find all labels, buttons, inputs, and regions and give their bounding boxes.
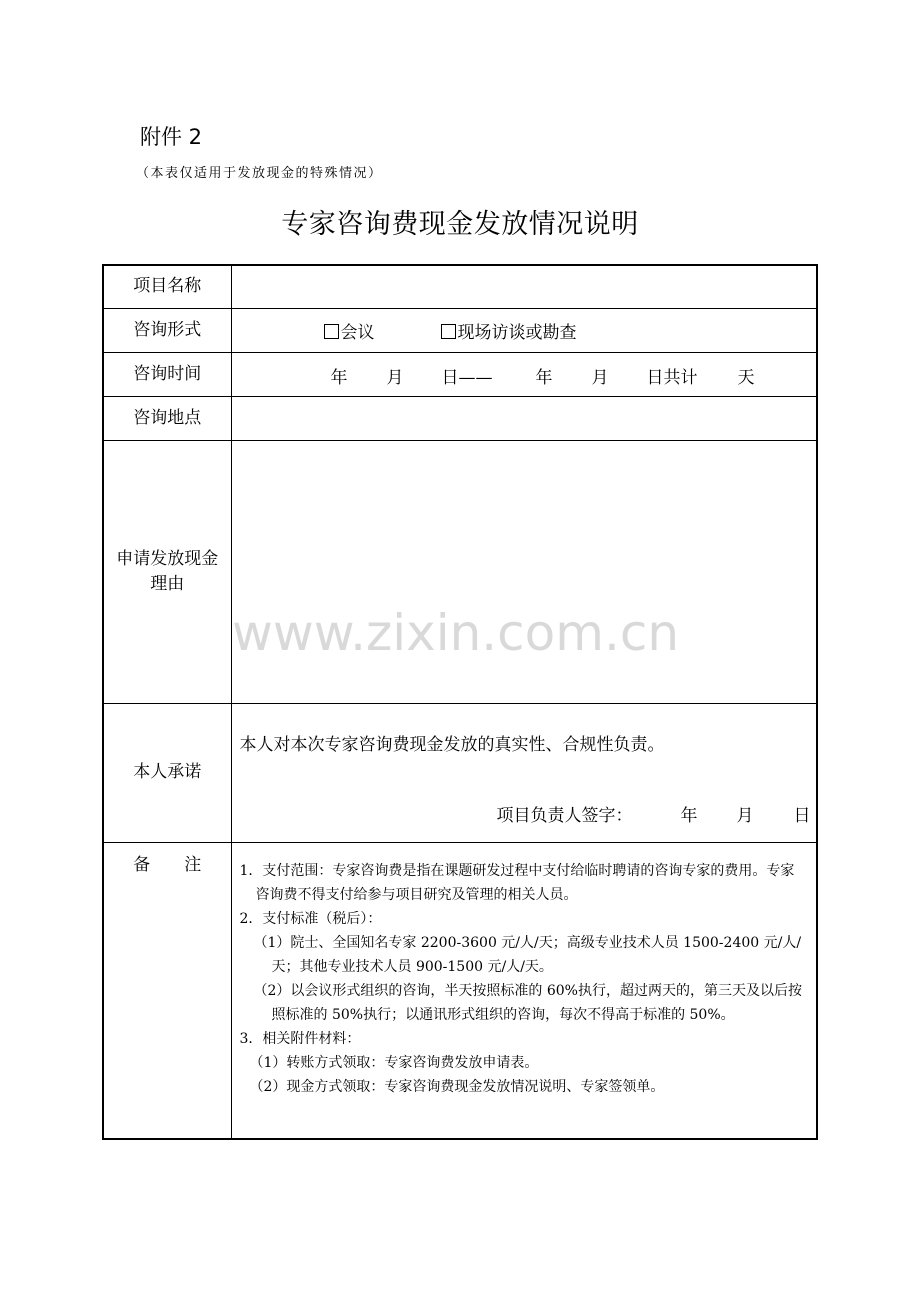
document-title: 专家咨询费现金发放情况说明: [281, 209, 639, 240]
option-site-visit-label: 现场访谈或勘查: [457, 322, 577, 343]
row-consult-time: [103, 352, 817, 396]
reason-field[interactable]: [231, 440, 817, 703]
consult-place-label: 咨询地点: [103, 396, 231, 440]
consult-place-field[interactable]: [231, 396, 817, 440]
pledge-label: 本人承诺: [103, 703, 231, 842]
date-end-month: 月: [591, 368, 609, 388]
consult-time-label: 咨询时间: [103, 352, 231, 396]
row-consult-form: [103, 308, 817, 352]
row-remarks: [103, 842, 817, 1139]
applicability-note: （本表仅适用于发放现金的特殊情况）: [136, 166, 383, 181]
checkbox-meeting[interactable]: [324, 324, 339, 339]
row-pledge: [103, 703, 817, 842]
option-meeting[interactable]: [324, 318, 375, 343]
remark-item: 1．支付范围：专家咨询费是指在课题研发过程中支付给临时聘请的咨询专家的费用。专家咨询费不得支付给参与项目研究及管理的相关人员。: [239, 862, 795, 903]
remark-item: 2．支付标准（税后）：: [239, 910, 382, 927]
checkbox-site-visit[interactable]: [441, 324, 456, 339]
option-site-visit[interactable]: [441, 318, 577, 343]
date-end-year: 年: [535, 368, 553, 388]
remark-item: （1）院士、全国知名专家 2200-3600 元/人/天；高级专业技术人员 1500-2400 元/人/天；其他专业技术人员 900-1500 元/人/天。: [253, 934, 802, 975]
row-project-name: [103, 265, 817, 308]
sign-month: 月: [736, 805, 754, 826]
reason-label: 申请发放现金理由: [103, 440, 231, 703]
remark-item: （1）转账方式领取：专家咨询费发放申请表。: [249, 1054, 539, 1071]
consult-form-options: [231, 308, 817, 352]
pledge-cell: [231, 703, 817, 842]
consult-time-field[interactable]: [231, 352, 817, 396]
sign-day: 日: [793, 805, 811, 826]
remark-item: 3．相关附件材料：: [239, 1030, 361, 1047]
option-meeting-label: 会议: [340, 322, 375, 343]
project-name-field[interactable]: [231, 265, 817, 308]
date-days-unit: 天: [737, 368, 755, 388]
row-reason: [103, 440, 817, 703]
pledge-text: 本人对本次专家咨询费现金发放的真实性、合规性负责。: [239, 734, 665, 755]
date-start-month: 月: [386, 368, 404, 388]
date-start-day: 日——: [441, 368, 493, 388]
date-end-day-total: 日共计: [646, 368, 698, 388]
signature-label: 项目负责人签字：: [496, 805, 633, 826]
remark-item: （2）以会议形式组织的咨询，半天按照标准的 60%执行，超过两天的，第三天及以后按照标准的 50%执行；以通讯形式组织的咨询，每次不得高于标准的 50%。: [253, 982, 802, 1023]
project-name-label: 项目名称: [103, 265, 231, 308]
cash-payment-form: [102, 264, 818, 1140]
remarks-label: 备 注: [103, 842, 231, 1139]
sign-year: 年: [680, 805, 698, 826]
remark-item: （2）现金方式领取：专家咨询费现金发放情况说明、专家签领单。: [249, 1078, 665, 1095]
remarks-content: [231, 842, 817, 1139]
consult-form-label: 咨询形式: [103, 308, 231, 352]
attachment-number: 附件 2: [140, 125, 203, 149]
date-start-year: 年: [330, 368, 348, 388]
row-consult-place: [103, 396, 817, 440]
watermark: www.zixin.com.cn: [232, 604, 680, 662]
